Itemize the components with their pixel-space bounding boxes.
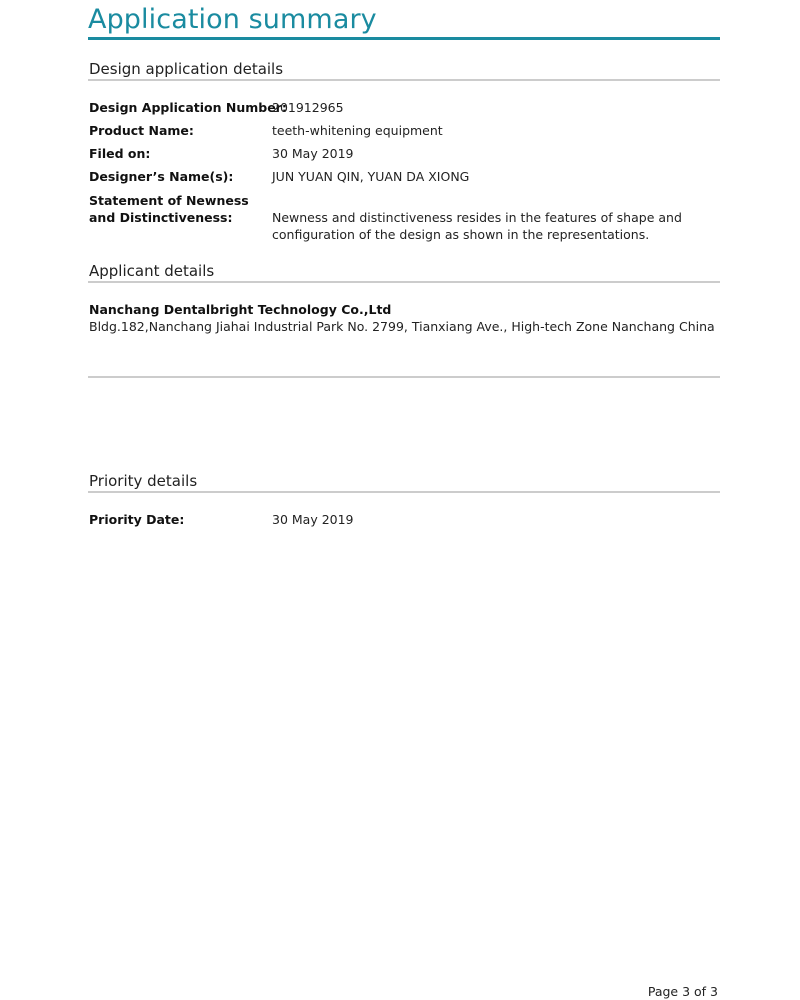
product-name-value: teeth-whitening equipment (272, 123, 443, 138)
statement-label-line2: and Distinctiveness: (89, 210, 233, 225)
statement-value-line1: Newness and distinctiveness resides in the features of shape and (272, 210, 682, 225)
title-underline (88, 37, 720, 40)
statement-value-line2: configuration of the design as shown in the representations. (272, 227, 650, 242)
priority-date-value: 30 May 2019 (272, 512, 354, 527)
filed-on-value: 30 May 2019 (272, 146, 354, 161)
statement-value (272, 209, 682, 243)
applicant-name: Nanchang Dentalbright Technology Co.,Ltd (89, 302, 392, 317)
applicant-address: Bldg.182,Nanchang Jiahai Industrial Park No. 2799, Tianxiang Ave., High-tech Zone Nanchang China (89, 319, 715, 334)
priority-section-rule (88, 491, 720, 493)
priority-date-label: Priority Date: (89, 512, 185, 527)
page-title: Application summary (88, 4, 377, 35)
applicant-section-rule (88, 281, 720, 283)
application-number-value: 201912965 (272, 100, 344, 115)
page-indicator: Page 3 of 3 (647, 984, 718, 999)
product-name-label: Product Name: (89, 123, 194, 138)
design-section-rule (88, 79, 720, 81)
filed-on-label: Filed on: (89, 146, 151, 161)
applicant-section-end-rule (88, 376, 720, 378)
design-section-heading: Design application details (89, 60, 284, 78)
applicant-section-heading: Applicant details (89, 262, 215, 280)
statement-label-line1: Statement of Newness (89, 193, 249, 208)
designers-label: Designer’s Name(s): (89, 169, 234, 184)
application-number-label: Design Application Number: (89, 100, 287, 115)
statement-label (89, 192, 249, 226)
designers-value: JUN YUAN QIN, YUAN DA XIONG (272, 169, 470, 184)
priority-section-heading: Priority details (89, 472, 198, 490)
